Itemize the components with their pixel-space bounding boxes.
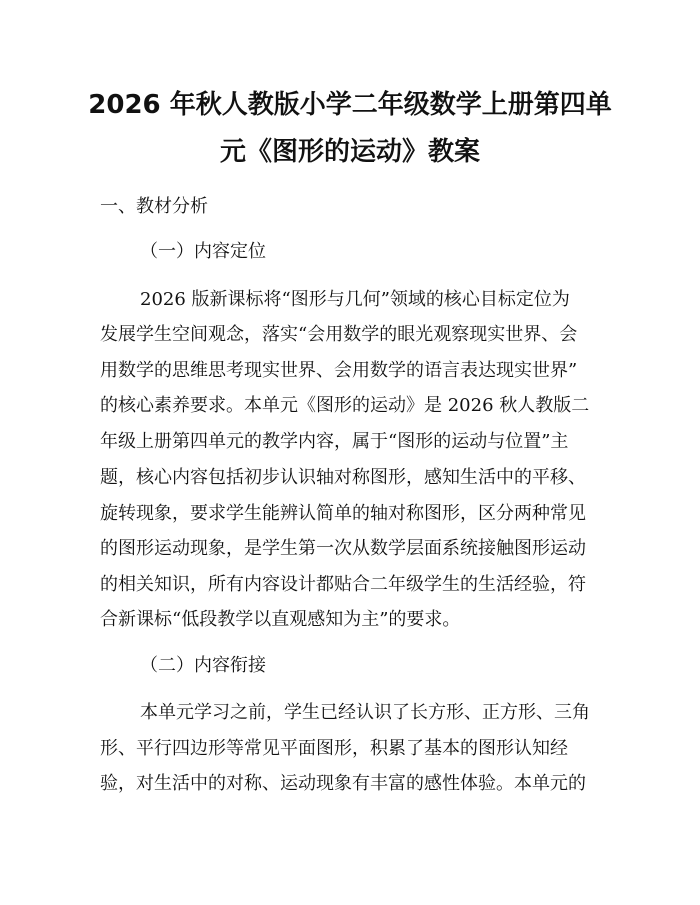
paragraph-line: 形、平行四边形等常见平面图形，积累了基本的图形认知经 — [100, 738, 568, 759]
paragraph-line: 的相关知识，所有内容设计都贴合二年级学生的生活经验，符 — [100, 574, 586, 595]
document-title-line-2: 元《图形的运动》教案 — [219, 137, 480, 167]
paragraph-line: 年级上册第四单元的教学内容，属于“图形的运动与位置”主 — [100, 431, 569, 452]
paragraph-line: 的图形运动现象，是学生第一次从数学层面系统接触图形运动 — [100, 538, 586, 559]
paragraph-line: 发展学生空间观念，落实“会用数学的眼光观察现实世界、会 — [100, 324, 578, 345]
paragraph-line: 的核心素养要求。本单元《图形的运动》是 2026 秋人教版二 — [100, 395, 590, 416]
paragraph-line: 旋转现象，要求学生能辨认简单的轴对称图形，区分两种常见 — [100, 503, 586, 524]
paragraph-line: 合新课标“低段教学以直观感知为主”的要求。 — [100, 609, 461, 630]
subsection-heading-content-positioning: （一）内容定位 — [140, 241, 266, 262]
subsection-heading-content-connection: （二）内容衔接 — [140, 655, 266, 676]
paragraph-line: 用数学的思维思考现实世界、会用数学的语言表达现实世界” — [100, 360, 578, 381]
document-title-line-1: 2026 年秋人教版小学二年级数学上册第四单 — [88, 90, 612, 120]
section-heading-textbook-analysis: 一、教材分析 — [100, 196, 208, 217]
paragraph-line: 验，对生活中的对称、运动现象有丰富的感性体验。本单元的 — [100, 773, 586, 794]
paragraph-line: 题，核心内容包括初步认识轴对称图形，感知生活中的平移、 — [100, 467, 586, 488]
paragraph-line: 2026 版新课标将“图形与几何”领域的核心目标定位为 — [140, 289, 570, 310]
paragraph-line: 本单元学习之前，学生已经认识了长方形、正方形、三角 — [140, 702, 590, 723]
